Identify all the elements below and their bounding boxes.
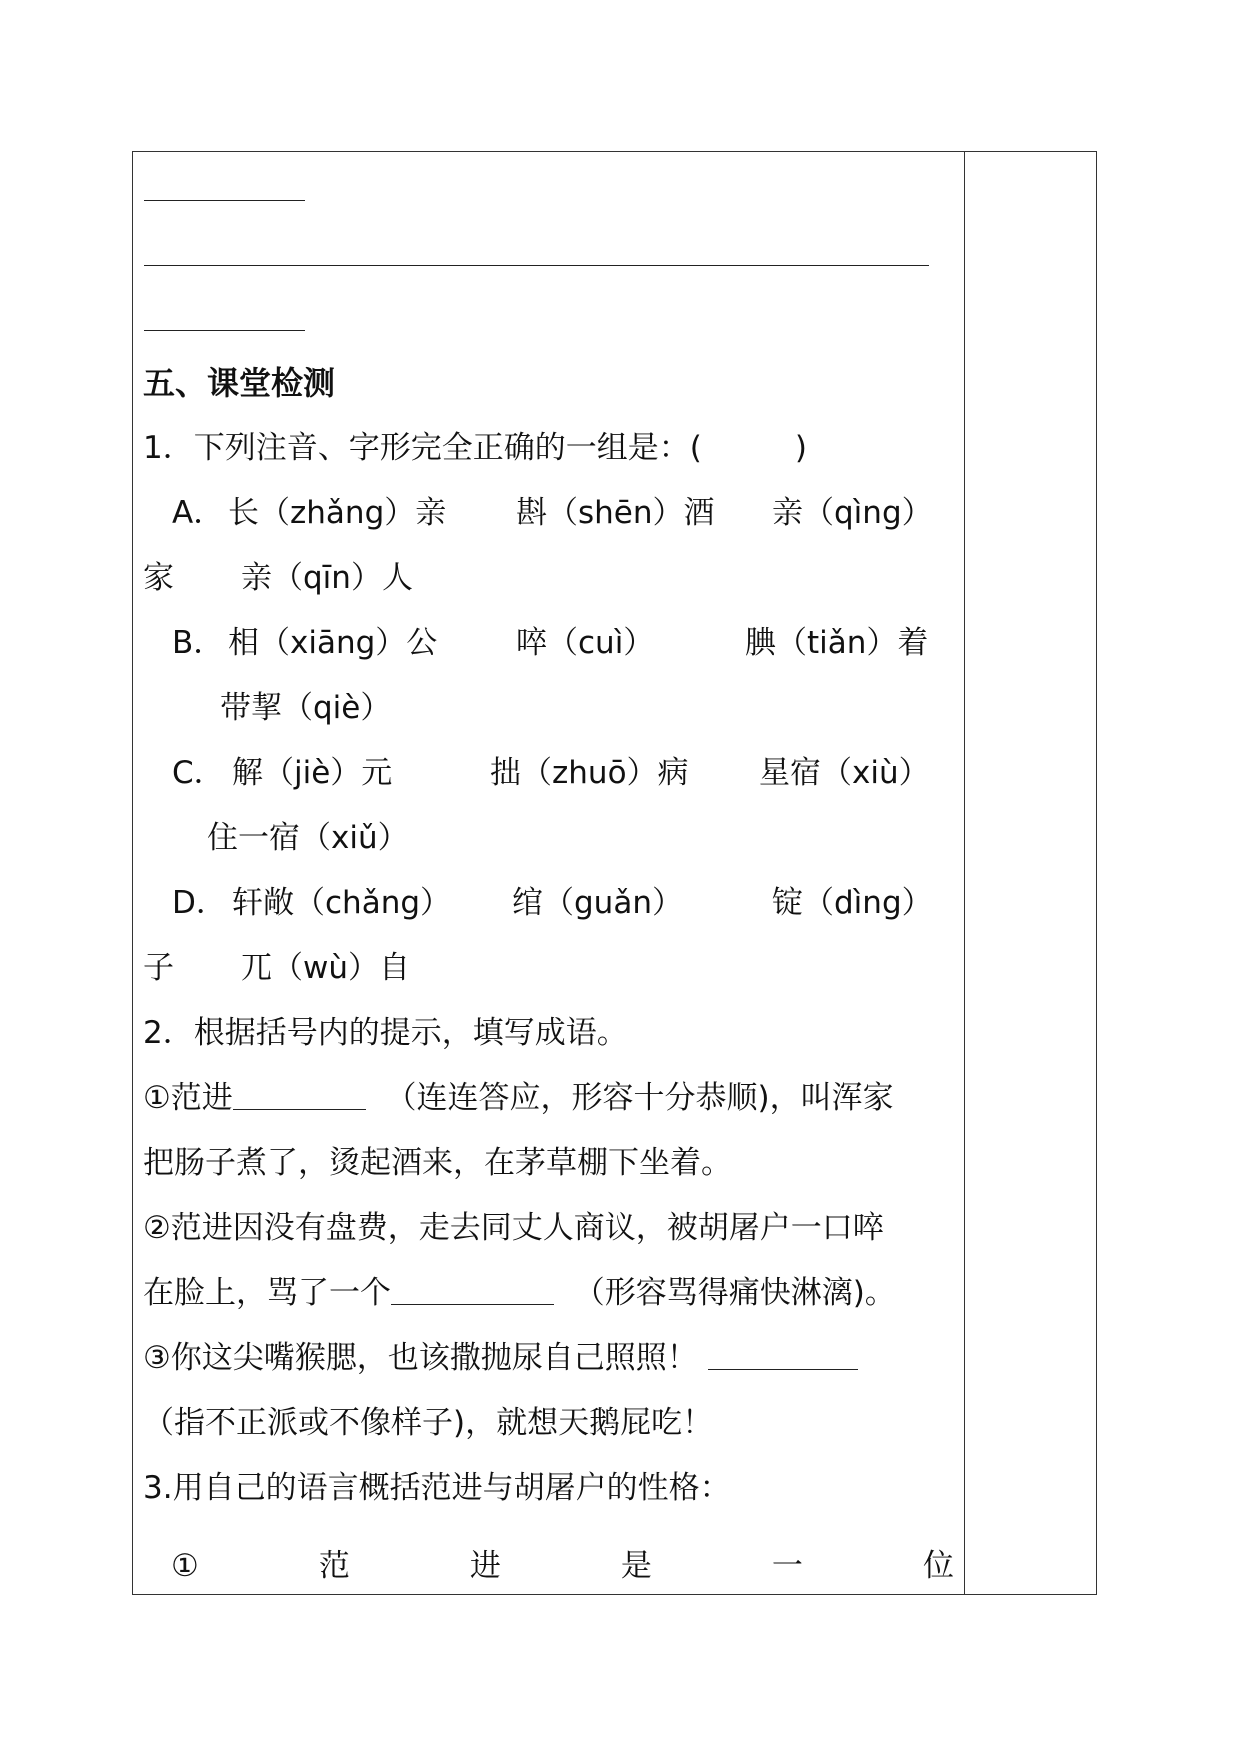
q3-char: 范	[318, 1548, 350, 1584]
q3-char: ①	[171, 1548, 199, 1584]
option-d-label: D．	[172, 885, 227, 921]
question-2-stem: 2．根据括号内的提示，填写成语。	[143, 1015, 628, 1051]
option-a-item-3-cont: 家	[143, 560, 174, 596]
q3-char: 位	[922, 1548, 954, 1584]
option-d-item-2: 绾（guǎn）	[512, 885, 683, 921]
answer-line	[144, 265, 929, 266]
q2-sentence-1-cont: 把肠子煮了，烫起酒来，在茅草棚下坐着。	[143, 1145, 732, 1181]
option-a-item-2: 斟（shēn）酒	[516, 495, 715, 531]
option-b-label: B．	[172, 625, 225, 661]
option-b-item-1: 相（xiāng）公	[228, 625, 438, 661]
q2-sentence-3-cont: （指不正派或不像样子)，就想天鹅屁吃！	[143, 1405, 714, 1441]
q2-sentence-3	[143, 1338, 858, 1378]
q2-sentence-1	[143, 1078, 894, 1118]
section-heading: 五、课堂检测	[143, 364, 336, 402]
q2-sentence-2-cont	[143, 1273, 896, 1313]
q2-s2-hint: （形容骂得痛快淋漓)。	[573, 1275, 896, 1311]
q3-char: 是	[620, 1548, 652, 1584]
q3-char: 一	[771, 1548, 803, 1584]
q2-s1-start: ①范进	[143, 1080, 233, 1116]
question-1-stem: 1．下列注音、字形完全正确的一组是：( )	[143, 430, 807, 466]
option-b-item-3: 腆（tiǎn）着	[745, 625, 929, 661]
option-c-item-2: 拙（zhuō）病	[490, 755, 689, 791]
option-b-item-4: 带挈（qiè）	[220, 690, 392, 726]
q3-answer-line	[171, 1546, 954, 1586]
option-d-item-3-cont: 子	[143, 950, 174, 986]
option-a-item-4: 亲（qīn）人	[241, 560, 413, 596]
answer-line	[144, 200, 305, 201]
column-divider	[964, 151, 965, 1595]
option-d-item-4: 兀（wù）自	[241, 950, 411, 986]
option-a-item-3: 亲（qìng）	[772, 495, 933, 531]
q3-char: 进	[469, 1548, 501, 1584]
option-c-label: C．	[172, 755, 225, 791]
q2-s3-start: ③你这尖嘴猴腮，也该撒抛尿自己照照！	[143, 1340, 698, 1376]
question-3-stem: 3.用自己的语言概括范进与胡屠户的性格：	[143, 1470, 731, 1506]
fill-blank	[708, 1339, 858, 1370]
q2-s1-hint: （连连答应，形容十分恭顺)，叫浑家	[385, 1080, 894, 1116]
fill-blank	[391, 1274, 554, 1305]
answer-line	[144, 330, 305, 331]
option-a-label: A．	[172, 495, 225, 531]
option-d-item-1: 轩敞（chǎng）	[232, 885, 452, 921]
fill-blank	[233, 1079, 366, 1110]
option-c-item-1: 解（jiè）元	[232, 755, 393, 791]
option-c-item-3: 星宿（xiù）	[759, 755, 930, 791]
option-d-item-3: 锭（dìng）	[772, 885, 933, 921]
option-b-item-2: 啐（cuì）	[516, 625, 655, 661]
q2-sentence-2: ②范进因没有盘费，走去同丈人商议，被胡屠户一口啐	[143, 1210, 884, 1246]
option-c-item-4: 住一宿（xiǔ）	[207, 820, 409, 856]
option-a-item-1: 长（zhǎng）亲	[228, 495, 447, 531]
q2-s2-start: 在脸上，骂了一个	[143, 1275, 391, 1311]
